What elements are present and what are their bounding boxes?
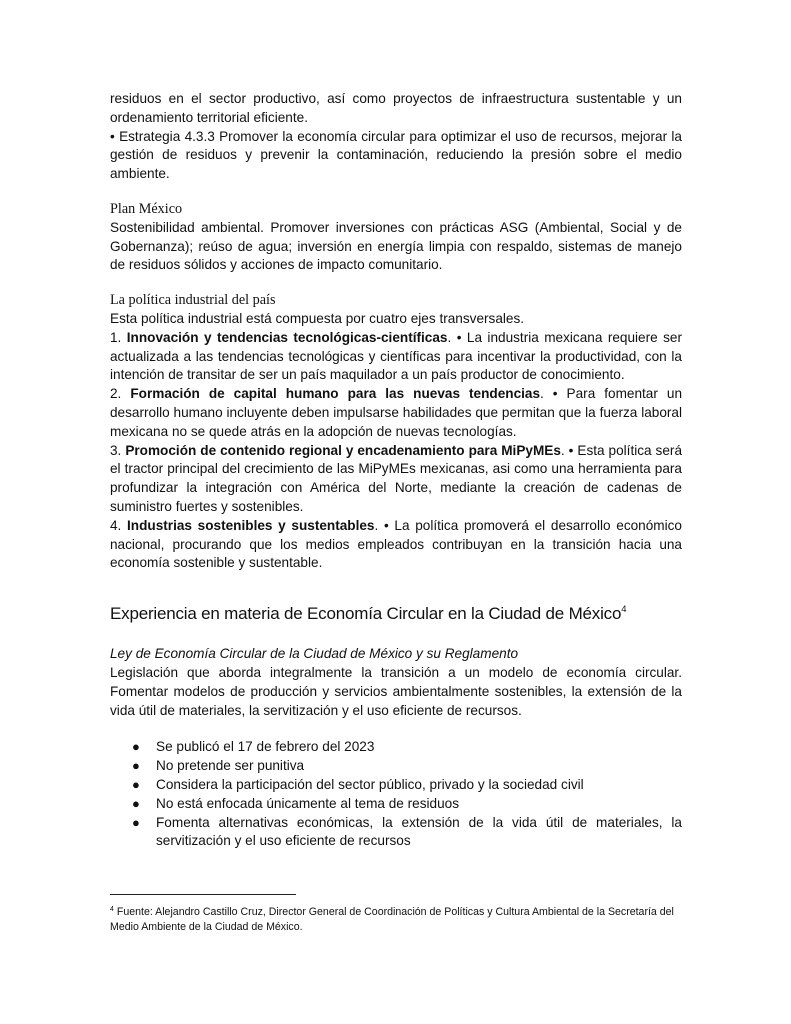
bullet-icon: ● <box>132 776 140 792</box>
politica-item-2: 2. Formación de capital humano para las nuevas tendencias. • Para fomentar un desarrollo humano incluyente deben impulsarse habilidades que permitan que la fuerza laboral mexicana no se quede atrás en la adopción de nuevas tecnologías. <box>110 386 683 439</box>
list-item: ● No está enfocada únicamente al tema de residuos <box>110 795 682 814</box>
bullet-icon: ● <box>132 739 140 755</box>
footnote-ref[interactable]: 4 <box>621 604 627 616</box>
politica-intro: Esta política industrial está compuesta por cuatro ejes transversales. <box>110 310 525 326</box>
law-bullet-list <box>110 738 682 851</box>
section-title: Experiencia en materia de Economía Circular en la Ciudad de México$^4$ <box>110 604 627 624</box>
page-body <box>110 90 682 851</box>
list-item: ● Fomenta alternativas económicas, la extensión de la vida útil de materiales, la servitización y el uso eficiente de recursos <box>132 814 682 849</box>
politica-heading: La política industrial del país <box>110 292 276 309</box>
footnote-text: Fuente: Alejandro Castillo Cruz, Director General de Coordinación de Políticas y Cultura Ambiental de la Secretaría del Medio Ambiente de la Ciudad de México. <box>110 906 674 933</box>
footnote <box>110 902 682 935</box>
footnote-number: 4 <box>110 906 114 913</box>
politica-item-4-title: Industrias sostenibles y sustentables <box>127 517 375 533</box>
bullet-icon: ● <box>132 795 140 811</box>
footnote-divider <box>110 894 296 895</box>
list-item: ● Se publicó el 17 de febrero del 2023 <box>110 738 682 757</box>
intro-paragraph: residuos en el sector productivo, así como proyectos de infraestructura sustentable y un ordenamiento territorial eficiente. <box>110 91 682 125</box>
politica-item-1: 1. Innovación y tendencias tecnológicas-científicas. • La industria mexicana requiere ser actualizada a las tendencias tecnológicas y científicas para incentivar la productividad, con la intención de transitar de ser un país maquilador a un país productor de conocimiento. <box>110 329 683 383</box>
politica-item-3: 3. Promoción de contenido regional y encadenamiento para MiPyMEs. • Esta política será el tractor principal del crecimiento de las MiPyMEs mexicanas, asi como una herramienta para profundizar la integración con América del Norte, mediante la creación de cadenas de suministro fuertes y sostenibles. <box>110 442 683 514</box>
list-item: ● Considera la participación del sector público, privado y la sociedad civil <box>110 776 682 795</box>
law-subtitle: Ley de Economía Circular de la Ciudad de México y su Reglamento <box>110 646 519 662</box>
strategy-paragraph: • Estrategia 4.3.3 Promover la economía circular para optimizar el uso de recursos, mejorar la gestión de residuos y prevenir la contaminación, reduciendo la presión sobre el medio ambiente. <box>110 128 682 182</box>
politica-item-3-title: Promoción de contenido regional y encadenamiento para MiPyMEs <box>125 442 561 458</box>
list-item: ● No pretende ser punitiva <box>110 757 682 776</box>
plan-mexico-heading: Plan México <box>110 200 183 217</box>
bullet-icon: ● <box>132 758 140 774</box>
law-body: Legislación que aborda integralmente la transición a un modelo de economía circular. Fomentar modelos de producción y servicios ambientalmente sostenibles, la extensión de la vida útil de materiales, la servitización y el uso eficiente de recursos. <box>110 664 682 718</box>
plan-mexico-body: Sostenibilidad ambiental. Promover inversiones con prácticas ASG (Ambiental, Social y de Gobernanza); reúso de agua; inversión en energía limpia con respaldo, sistemas de manejo de residuos sólidos y acciones de impacto comunitario. <box>110 219 682 273</box>
bullet-icon: ● <box>132 814 140 830</box>
politica-item-4: 4. Industrias sostenibles y sustentables. • La política promoverá el desarrollo económico nacional, procurando que los medios empleados contribuyan en la transición hacia una economía sostenible y sustentable. <box>110 517 682 571</box>
politica-item-1-title: Innovación y tendencias tecnológicas-científicas <box>126 329 448 345</box>
politica-item-2-title: Formación de capital humano para las nuevas tendencias <box>130 386 541 402</box>
